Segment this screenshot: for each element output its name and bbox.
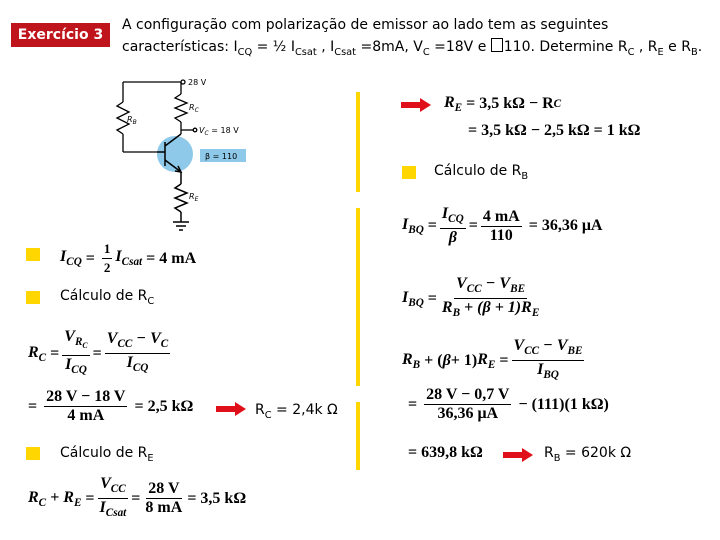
arrow-re xyxy=(401,98,431,112)
missing-glyph-icon xyxy=(491,38,503,52)
rc-equation-1: $R_C$ = $\frac{V_{R_C}}{I_{CQ}}$ = $\frac{V_{CC} - V_C}{I_{CQ}}$ xyxy=(28,328,169,377)
exercise-badge: Exercício 3 xyxy=(11,23,110,47)
arrow-rc-result xyxy=(216,402,246,416)
rb-result: $R_B = 620k$ Ω xyxy=(544,445,632,464)
statement-line-2: características: $I_{CQ}$ = ½ $I_{Csat}$ , $I_{Csat} =8mA$, $V_C =18V$ e 110. Determine $R_C$ , $R_E$ e $R_B$. xyxy=(122,39,703,58)
bullet-re xyxy=(26,447,40,460)
statement-line-1: A configuração com polarização de emissor ao lado tem as seguintes xyxy=(122,17,609,33)
bullet-rc xyxy=(26,291,40,304)
rb-equation-3: = 639,8 kΩ xyxy=(408,444,483,461)
rc-result: $R_C = 2,4k$ Ω xyxy=(255,402,338,421)
ibq-equation-1: $I_{BQ}$ = $\frac{I_{CQ}}{\beta}$ = $\frac{4 mA}{110}$ = 36,36 μA xyxy=(402,205,603,247)
exercise-statement xyxy=(122,14,714,64)
beta-label: β = 110 xyxy=(205,152,238,161)
heading-rc: Cálculo de $R_C$ xyxy=(60,288,155,307)
divider-bar-3 xyxy=(356,402,360,470)
rc-label: $R_C$ xyxy=(189,103,199,114)
re-derivation-1: $R_E$ = 3,5 kΩ − R C xyxy=(444,94,562,115)
rb-equation-2: = $\frac{28 V - 0,7 V}{36,36 \mu A}$ − (111)(1 kΩ) xyxy=(408,386,609,422)
bullet-icq xyxy=(26,248,40,261)
circuit-diagram xyxy=(105,72,265,240)
rb-label: $R_B$ xyxy=(127,115,137,126)
rc-equation-2: = $\frac{28 V - 18 V}{4 mA}$ = 2,5 kΩ xyxy=(28,388,194,424)
icq-equation: $I_{CQ}$ = $\frac{1}{2}$ $I_{Csat}$ = 4 mA xyxy=(60,241,197,275)
heading-re: Cálculo de $R_E$ xyxy=(60,445,154,464)
ibq-equation-2: $I_{BQ}$ = $\frac{V_{CC} - V_{BE}}{R_B + (\beta + 1)R_E}$ xyxy=(402,275,540,320)
divider-bar-1 xyxy=(356,92,360,192)
bullet-rb xyxy=(402,166,416,179)
rb-equation-1: $R_B$ + ( β + 1) $R_E$ = $\frac{V_{CC} - V_{BE}}{I_{BQ}}$ xyxy=(402,337,583,382)
re-equation: $R_C + R_E$ = $\frac{V_{CC}}{I_{Csat}}$ = $\frac{28 V}{8 mA}$ = 3,5 kΩ xyxy=(28,475,247,520)
re-derivation-2: = 3,5 kΩ − 2,5 kΩ = 1 kΩ xyxy=(468,122,641,139)
re-label: $R_E$ xyxy=(189,192,199,203)
heading-rb: Cálculo de $R_B$ xyxy=(434,163,529,182)
divider-bar-2 xyxy=(356,208,360,386)
arrow-rb-result xyxy=(503,448,533,462)
vcc-label: 28 V xyxy=(188,78,207,87)
vc-label: $V_C = 18$ V xyxy=(199,126,239,137)
